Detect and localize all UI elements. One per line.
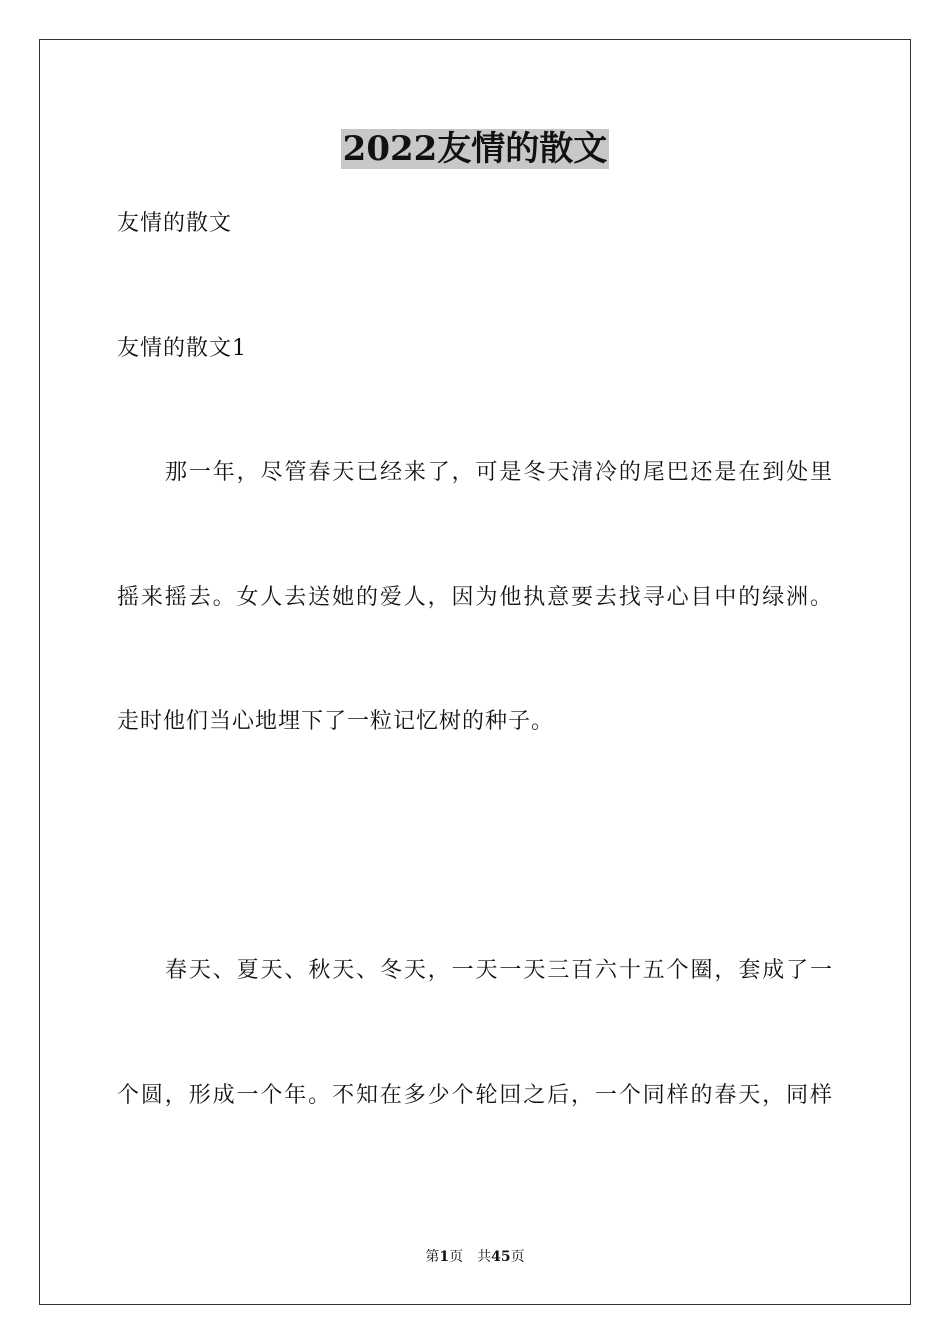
footer-total-suffix: 页 [510, 1249, 525, 1265]
footer-page-number: 1 [439, 1249, 450, 1265]
document-title [0, 126, 950, 172]
paragraph-2-line-2: 个圆，形成一个年。不知在多少个轮回之后，一个同样的春天，同样 [117, 1083, 833, 1108]
document-subtitle: 友情的散文 [117, 211, 233, 236]
footer-page-prefix: 第 [425, 1249, 440, 1265]
paragraph-1-line-2: 摇来摇去。女人去送她的爱人，因为他执意要去找寻心目中的绿洲。 [117, 585, 833, 610]
footer-page-suffix: 页 共 [449, 1249, 492, 1265]
paragraph-1-line-1: 那一年，尽管春天已经来了，可是冬天清冷的尾巴还是在到处里 [165, 460, 833, 485]
paragraph-2-line-1: 春天、夏天、秋天、冬天，一天一天三百六十五个圈，套成了一 [165, 958, 833, 983]
section-heading: 友情的散文1 [117, 336, 247, 361]
paragraph-1-line-3: 走时他们当心地埋下了一粒记忆树的种子。 [117, 709, 555, 734]
page-footer [0, 1247, 950, 1267]
document-title-text: 2022友情的散文 [342, 129, 608, 169]
footer-total-pages: 45 [491, 1249, 511, 1265]
